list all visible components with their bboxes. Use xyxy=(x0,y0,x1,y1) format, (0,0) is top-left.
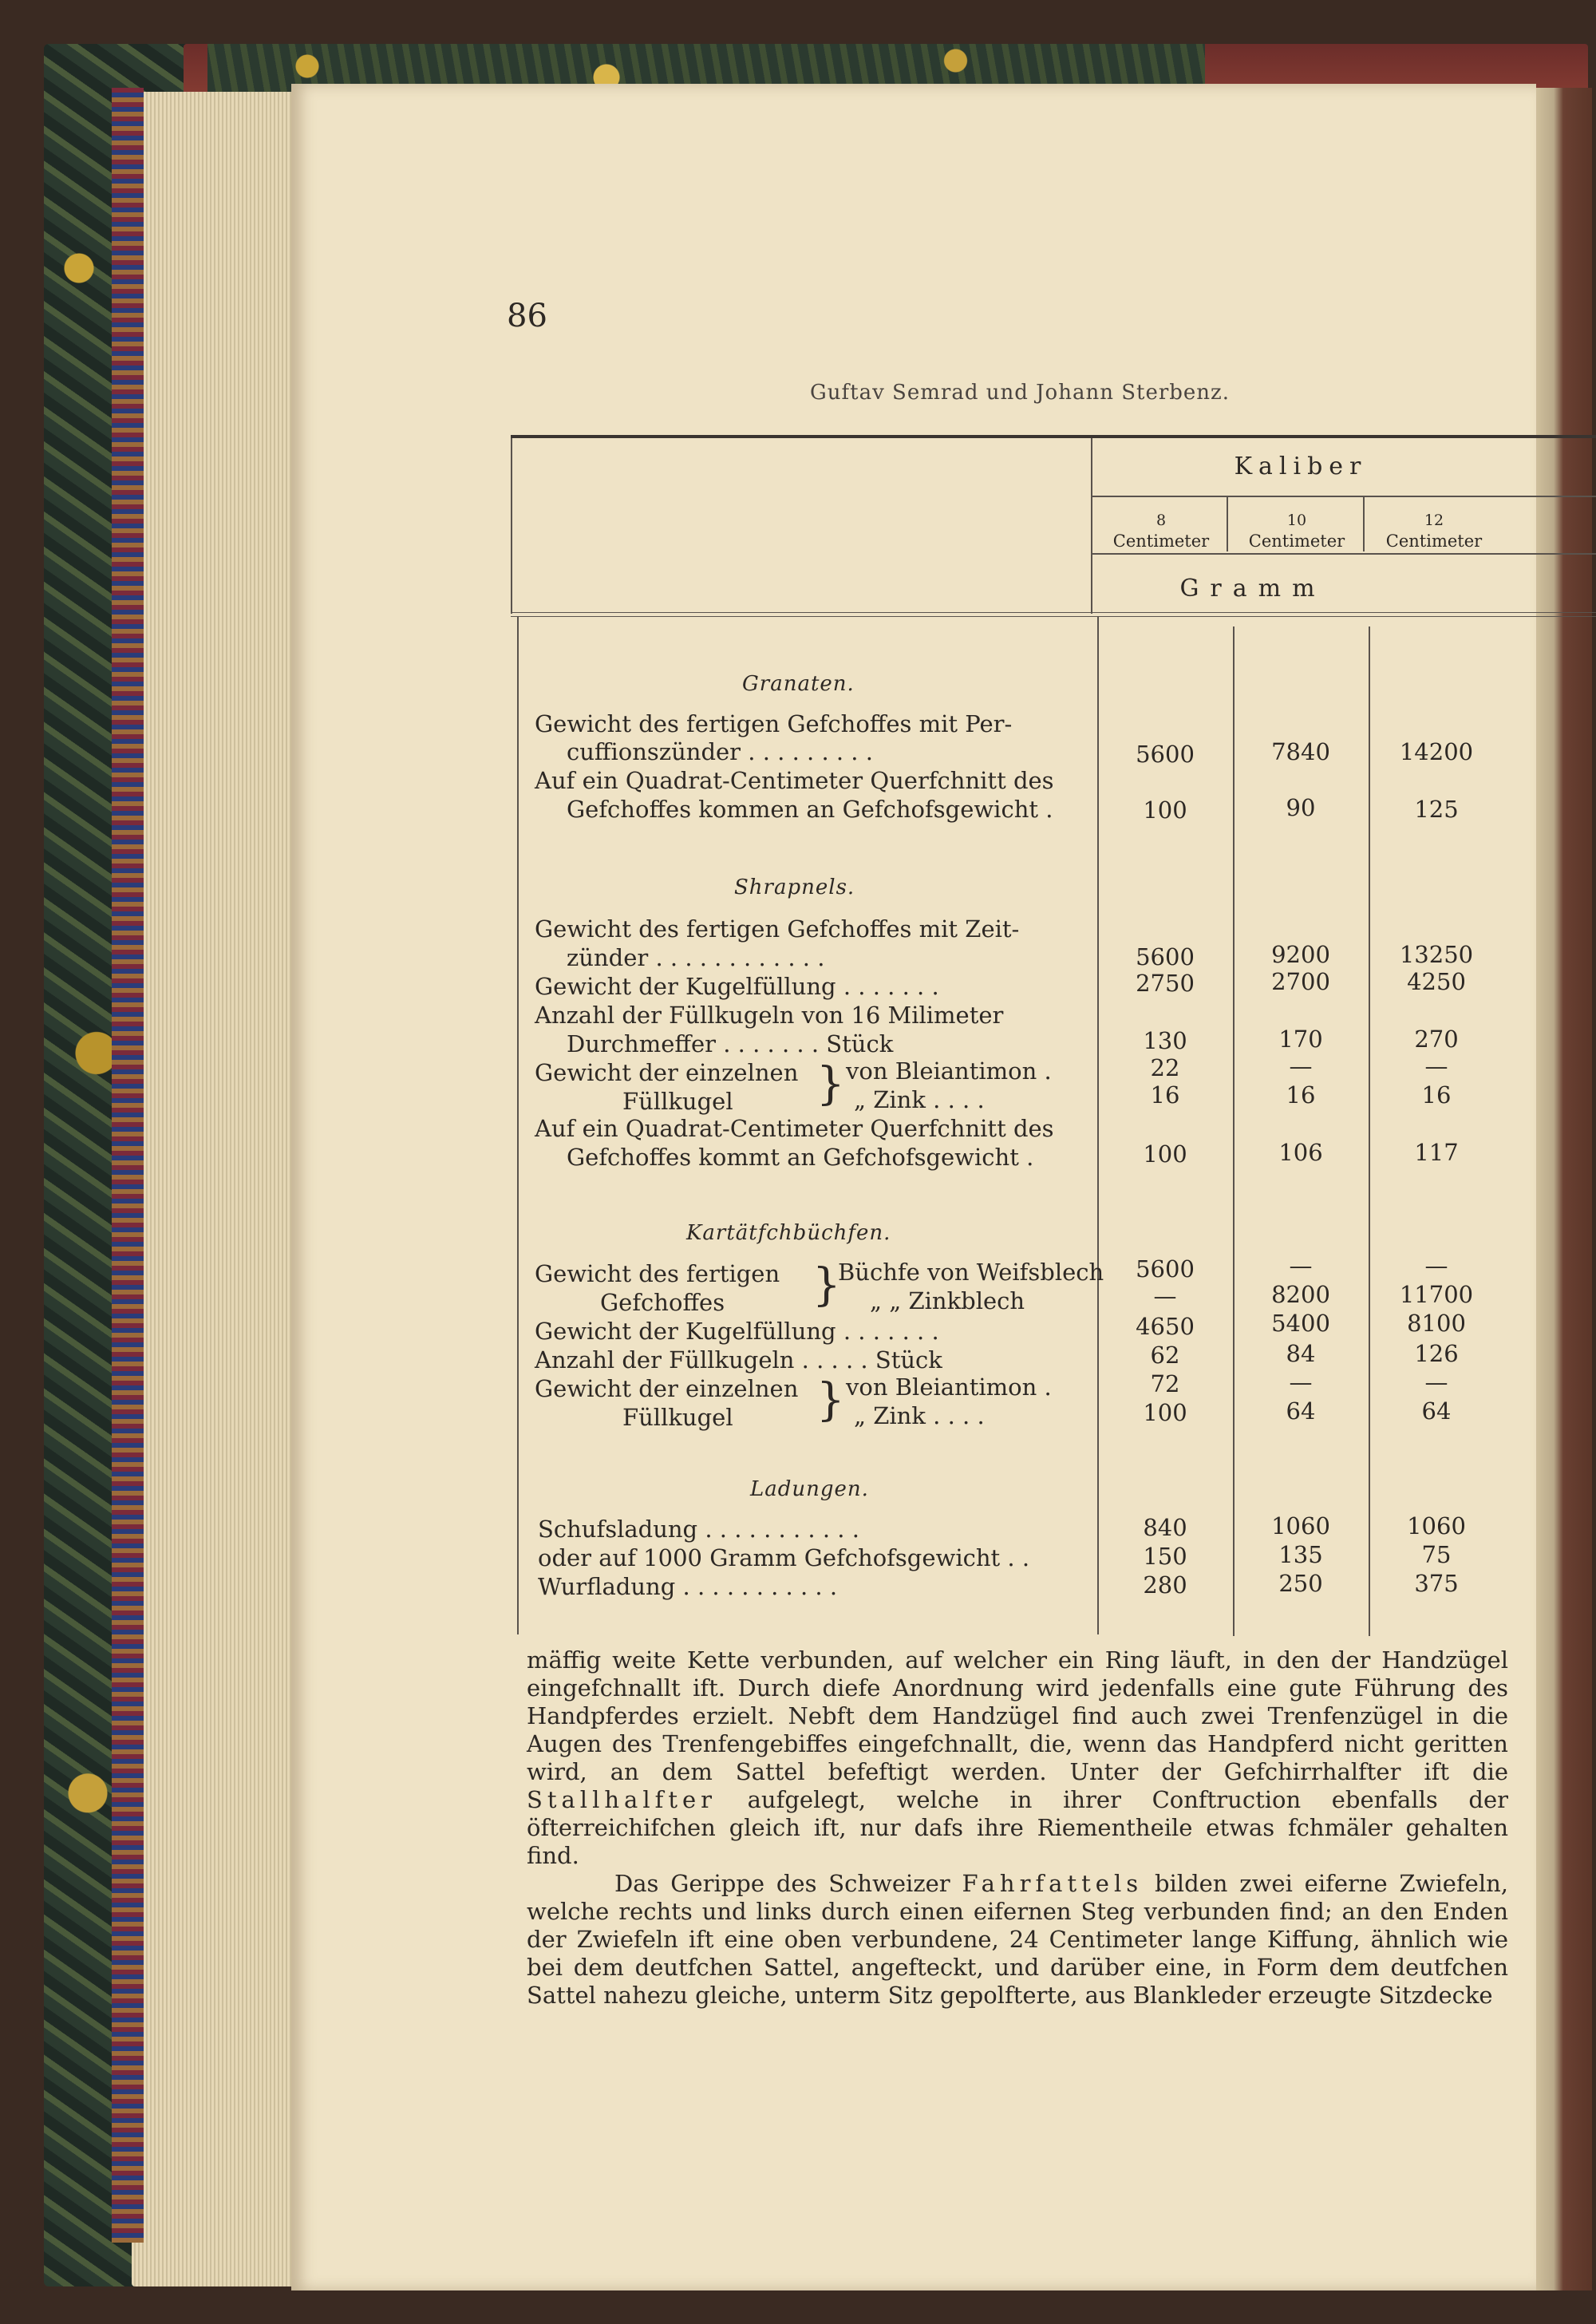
row-label: Gefchoffes kommt an Gefchofsgewicht . xyxy=(567,1144,1034,1171)
row-label: von Bleiantimon . xyxy=(846,1057,1052,1085)
table-cell: 22 xyxy=(1150,1054,1180,1081)
table-cell: 4650 xyxy=(1136,1313,1195,1340)
unit-10cm xyxy=(1229,510,1365,551)
paragraph-text: bilden zwei eiferne Zwiefeln, welche rechts und links durch einen eifernen Steg verbunden find; an den Enden der Zwiefeln ift eine oben verbundene, 24 Centimeter lange Kiffung, ähnlich wie bei dem deutfchen Sattel, angefteckt, und darüber eine, in Form dem deutfchen Sattel nahezu gleiche, unterm Sitz gepolfterte, aus Blankleder erzeugte Sitzdecke xyxy=(527,1870,1509,2009)
row-label: Auf ein Quadrat-Centimeter Querfchnitt des xyxy=(535,1115,1054,1142)
table-divider xyxy=(1233,626,1235,1636)
table-cell: 16 xyxy=(1421,1081,1452,1109)
table-cell: 4250 xyxy=(1407,968,1466,995)
brace: } xyxy=(816,1374,845,1426)
table-cell: — xyxy=(1289,1369,1313,1396)
row-label: oder auf 1000 Gramm Gefchofsgewicht . . xyxy=(538,1544,1030,1571)
table-cell: 170 xyxy=(1278,1026,1323,1053)
emphasis-stallhalfter: Stallhalfter xyxy=(527,1786,717,1813)
section-shrapnels: Shrapnels. xyxy=(734,875,855,899)
table-divider xyxy=(1091,438,1092,614)
unit-number: 8 xyxy=(1156,512,1167,529)
table-cell: 106 xyxy=(1278,1139,1323,1166)
unit-number: 12 xyxy=(1424,512,1444,529)
table-divider xyxy=(1091,553,1596,555)
row-label: Auf ein Quadrat-Centimeter Querfchnitt des xyxy=(535,767,1054,794)
table-cell: 64 xyxy=(1286,1397,1316,1425)
table-cell: — xyxy=(1289,1053,1313,1080)
spine-ribbon xyxy=(112,88,144,2243)
body-text xyxy=(527,1646,1508,2010)
table-cell: 5600 xyxy=(1136,741,1195,768)
table-cell: 5600 xyxy=(1136,1255,1195,1283)
table-cell: 280 xyxy=(1143,1571,1187,1599)
table-top-rule xyxy=(511,435,1596,438)
row-label: Gefchoffes xyxy=(600,1289,725,1316)
row-label: Schufsladung . . . . . . . . . . . xyxy=(538,1516,859,1543)
table-cell: 75 xyxy=(1421,1541,1452,1568)
paragraph-text: mäffig weite Kette verbunden, auf welcher ein Ring läuft, in den der Handzügel eingefchnallt ift. Durch diefe Anordnung wird jedenfalls eine gute Führung des Handpferdes erzielt. Nebft dem Handzügel find auch zwei Trenfenzügel in die Augen des Trenfengebiffes eingefchnallt, die, wenn das Handpferd nicht geritten wird, an dem Sattel befeftigt werden. Unter der Gefchirrhalfter ift die xyxy=(527,1646,1508,1785)
table-cell: 100 xyxy=(1143,796,1187,824)
table-divider xyxy=(1369,626,1370,1636)
table-cell: 72 xyxy=(1150,1370,1180,1397)
unit-label: Centimeter xyxy=(1385,532,1483,551)
table-cell: — xyxy=(1424,1369,1448,1396)
table-cell: — xyxy=(1153,1283,1177,1310)
table-divider xyxy=(1097,617,1099,1634)
table-divider xyxy=(511,438,512,614)
row-label: Büchfe von Weifsblech xyxy=(838,1259,1104,1286)
header-double-rule xyxy=(511,612,1596,617)
row-label: Gewicht des fertigen Gefchoffes mit Zeit- xyxy=(535,915,1020,943)
table-cell: 62 xyxy=(1150,1342,1180,1369)
table-divider xyxy=(1091,496,1596,497)
table-cell: 1060 xyxy=(1271,1512,1330,1539)
running-head: Guftav Semrad und Johann Sterbenz. xyxy=(810,381,1231,405)
paragraph xyxy=(527,1646,1508,1870)
kaliber-heading: Kaliber xyxy=(1234,453,1368,480)
table-cell: 5400 xyxy=(1271,1310,1330,1337)
section-ladungen: Ladungen. xyxy=(750,1477,869,1501)
row-label: „ Zink . . . . xyxy=(854,1402,985,1429)
table-cell: 16 xyxy=(1286,1081,1316,1109)
brace: } xyxy=(812,1259,841,1311)
data-table xyxy=(511,435,1596,1640)
gramm-heading: Gramm xyxy=(1179,575,1326,603)
brace: } xyxy=(816,1058,845,1110)
table-cell: — xyxy=(1424,1252,1448,1279)
table-cell: 16 xyxy=(1150,1081,1180,1109)
table-divider xyxy=(517,617,519,1634)
table-cell: 100 xyxy=(1143,1399,1187,1426)
row-label: Gewicht des fertigen Gefchoffes mit Per- xyxy=(535,710,1013,737)
table-cell: 135 xyxy=(1278,1541,1323,1568)
paragraph-text: Das Gerippe des Schweizer xyxy=(614,1870,950,1897)
page-content xyxy=(291,84,1536,2290)
row-label: Wurfladung . . . . . . . . . . . xyxy=(538,1573,838,1600)
table-cell: 840 xyxy=(1143,1514,1187,1541)
row-label: Anzahl der Füllkugeln . . . . . Stück xyxy=(535,1346,942,1373)
table-cell: 125 xyxy=(1414,796,1459,823)
unit-number: 10 xyxy=(1286,512,1307,529)
page-number: 86 xyxy=(507,298,547,334)
table-cell: 126 xyxy=(1414,1340,1459,1367)
unit-12cm xyxy=(1366,510,1502,551)
table-cell: 150 xyxy=(1143,1543,1187,1570)
table-cell: 2750 xyxy=(1136,970,1195,997)
section-granaten: Granaten. xyxy=(742,672,855,696)
table-cell: 9200 xyxy=(1271,941,1330,968)
table-cell: 13250 xyxy=(1399,941,1474,968)
table-cell: 2700 xyxy=(1271,968,1330,995)
paragraph-text: aufgelegt, welche in ihrer Conftruction ebenfalls der öfterreichifchen gleich ift, nur dafs ihre Riementheile etwas fchmäler gehalten find. xyxy=(527,1786,1508,1869)
row-label: Gewicht des fertigen xyxy=(535,1260,780,1287)
emphasis-fahrsattels: Fahrfattels xyxy=(962,1870,1144,1897)
row-label: Gewicht der einzelnen xyxy=(535,1375,799,1402)
table-cell: 14200 xyxy=(1399,738,1474,765)
row-label: zünder . . . . . . . . . . . . xyxy=(567,944,825,971)
row-label: „ Zink . . . . xyxy=(854,1086,985,1113)
unit-label: Centimeter xyxy=(1248,532,1345,551)
row-label: Gefchoffes kommen an Gefchofsgewicht . xyxy=(567,796,1053,823)
table-cell: 130 xyxy=(1143,1027,1187,1054)
table-cell: 8100 xyxy=(1407,1310,1466,1337)
row-label: Füllkugel xyxy=(622,1404,733,1431)
row-label: Durchmeffer . . . . . . . Stück xyxy=(567,1030,894,1057)
row-label: Gewicht der Kugelfüllung . . . . . . . xyxy=(535,1318,939,1345)
table-cell: 1060 xyxy=(1407,1512,1466,1539)
row-label: Gewicht der Kugelfüllung . . . . . . . xyxy=(535,973,939,1000)
table-cell: — xyxy=(1289,1252,1313,1279)
table-cell: 8200 xyxy=(1271,1281,1330,1308)
row-label: Anzahl der Füllkugeln von 16 Milimeter xyxy=(535,1002,1004,1029)
table-cell: 100 xyxy=(1143,1140,1187,1168)
table-cell: 270 xyxy=(1414,1026,1459,1053)
table-cell: 117 xyxy=(1414,1139,1459,1166)
page-stack-edge xyxy=(132,92,299,2286)
section-kartaetschen: Kartätfchbüchfen. xyxy=(686,1221,891,1245)
table-cell: 84 xyxy=(1286,1340,1316,1367)
table-cell: 90 xyxy=(1286,794,1316,821)
row-label: von Bleiantimon . xyxy=(846,1373,1052,1401)
unit-label: Centimeter xyxy=(1112,532,1210,551)
row-label: Gewicht der einzelnen xyxy=(535,1059,799,1086)
book-page xyxy=(291,84,1536,2290)
table-cell: 375 xyxy=(1414,1570,1459,1597)
row-label: „ „ Zinkblech xyxy=(870,1287,1025,1314)
table-cell: 250 xyxy=(1278,1570,1323,1597)
paragraph xyxy=(527,1870,1508,2010)
row-label: cuffionszünder . . . . . . . . . xyxy=(567,738,873,765)
table-cell: 11700 xyxy=(1399,1281,1474,1308)
table-cell: — xyxy=(1424,1053,1448,1080)
row-label: Füllkugel xyxy=(622,1088,733,1115)
unit-8cm xyxy=(1093,510,1229,551)
table-cell: 7840 xyxy=(1271,738,1330,765)
table-cell: 64 xyxy=(1421,1397,1452,1425)
table-cell: 5600 xyxy=(1136,943,1195,970)
